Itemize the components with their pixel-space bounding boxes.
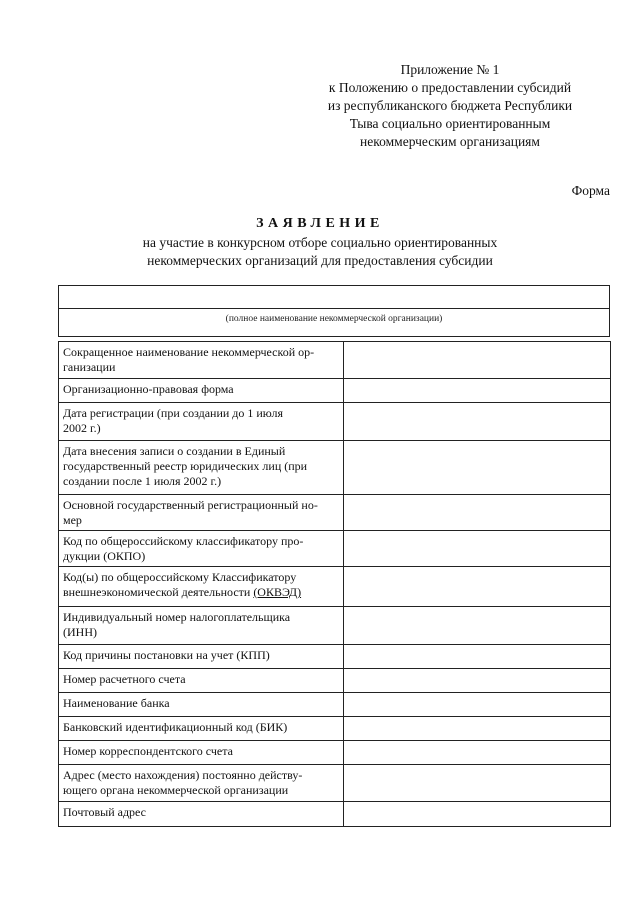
label-text: Адрес (место нахождения) постоянно действу- ющего органа некоммерческой организации xyxy=(63,768,303,797)
field-value-cell[interactable] xyxy=(344,379,611,403)
field-label xyxy=(59,531,344,567)
table-row xyxy=(59,645,611,669)
appendix-line: Тыва социально ориентированным xyxy=(349,116,551,131)
field-label xyxy=(59,495,344,531)
field-label xyxy=(59,717,344,741)
label-text: Код причины постановки на учет (КПП) xyxy=(63,648,270,662)
table-row xyxy=(59,693,611,717)
field-label xyxy=(59,765,344,802)
field-label xyxy=(59,645,344,669)
field-label xyxy=(59,741,344,765)
label-text: Сокращенное наименование некоммерческой ор- ганизации xyxy=(63,345,315,374)
field-value-cell[interactable] xyxy=(344,645,611,669)
field-label xyxy=(59,379,344,403)
table-row xyxy=(59,342,611,379)
subtitle-line: на участие в конкурсном отборе социально ориентированных xyxy=(142,235,498,250)
label-text: Дата внесения записи о создании в Единый государственный реестр юридических лиц (при создании после 1 июля 2002 г.) xyxy=(63,444,308,488)
label-text: Код по общероссийскому классификатору про- дукции (ОКПО) xyxy=(63,534,304,563)
appendix-line: Приложение № 1 xyxy=(400,62,500,77)
field-label xyxy=(59,342,344,379)
table-row xyxy=(59,531,611,567)
field-value-cell[interactable] xyxy=(344,567,611,607)
field-label xyxy=(59,441,344,495)
field-label xyxy=(59,607,344,645)
org-name-caption: (полное наименование некоммерческой организации) xyxy=(225,314,443,324)
appendix-header xyxy=(300,61,600,151)
field-value-cell[interactable] xyxy=(344,342,611,379)
field-value-cell[interactable] xyxy=(344,607,611,645)
field-value-cell[interactable] xyxy=(344,717,611,741)
table-row xyxy=(59,607,611,645)
field-label xyxy=(59,567,344,607)
field-value-cell[interactable] xyxy=(344,765,611,802)
label-text: Основной государственный регистрационный но- мер xyxy=(63,498,318,527)
table-row xyxy=(59,567,611,607)
label-text: Номер корреспондентского счета xyxy=(63,744,233,758)
field-value-cell[interactable] xyxy=(344,403,611,441)
subtitle-line: некоммерческих организаций для предоставления субсидии xyxy=(147,253,493,268)
organization-details-table xyxy=(58,341,611,827)
okved-link[interactable]: (ОКВЭД) xyxy=(253,585,302,599)
field-value-cell[interactable] xyxy=(344,741,611,765)
table-row xyxy=(59,717,611,741)
table-row xyxy=(59,379,611,403)
label-text: Почтовый адрес xyxy=(63,805,147,819)
label-text: Наименование банка xyxy=(63,696,170,710)
appendix-line: к Положению о предоставлении субсидий xyxy=(328,80,572,95)
appendix-line: некоммерческим организациям xyxy=(360,134,540,149)
org-name-field[interactable] xyxy=(59,286,609,309)
field-label xyxy=(59,693,344,717)
field-label xyxy=(59,802,344,827)
table-row xyxy=(59,765,611,802)
label-text: Организационно-правовая форма xyxy=(63,382,234,396)
table-row xyxy=(59,495,611,531)
table-row xyxy=(59,441,611,495)
table-row xyxy=(59,669,611,693)
label-text: Номер расчетного счета xyxy=(63,672,186,686)
field-value-cell[interactable] xyxy=(344,495,611,531)
document-subtitle xyxy=(0,234,640,270)
table-row xyxy=(59,741,611,765)
field-value-cell[interactable] xyxy=(344,441,611,495)
appendix-line: из республиканского бюджета Республики xyxy=(327,98,573,113)
label-text: Банковский идентификационный код (БИК) xyxy=(63,720,288,734)
field-label xyxy=(59,403,344,441)
table-row xyxy=(59,403,611,441)
document-title: ЗАЯВЛЕНИЕ xyxy=(256,216,384,231)
form-label: Форма xyxy=(571,183,610,198)
field-label xyxy=(59,669,344,693)
field-value-cell[interactable] xyxy=(344,802,611,827)
field-value-cell[interactable] xyxy=(344,693,611,717)
label-text: Дата регистрации (при создании до 1 июля 2002 г.) xyxy=(63,406,283,435)
field-value-cell[interactable] xyxy=(344,531,611,567)
org-name-block xyxy=(58,285,610,337)
field-value-cell[interactable] xyxy=(344,669,611,693)
label-text: Индивидуальный номер налогоплательщика (ИНН) xyxy=(63,610,291,639)
table-row xyxy=(59,802,611,827)
label-text: Код(ы) по общероссийскому Классификатору внешнеэкономической деятельности xyxy=(63,570,297,599)
